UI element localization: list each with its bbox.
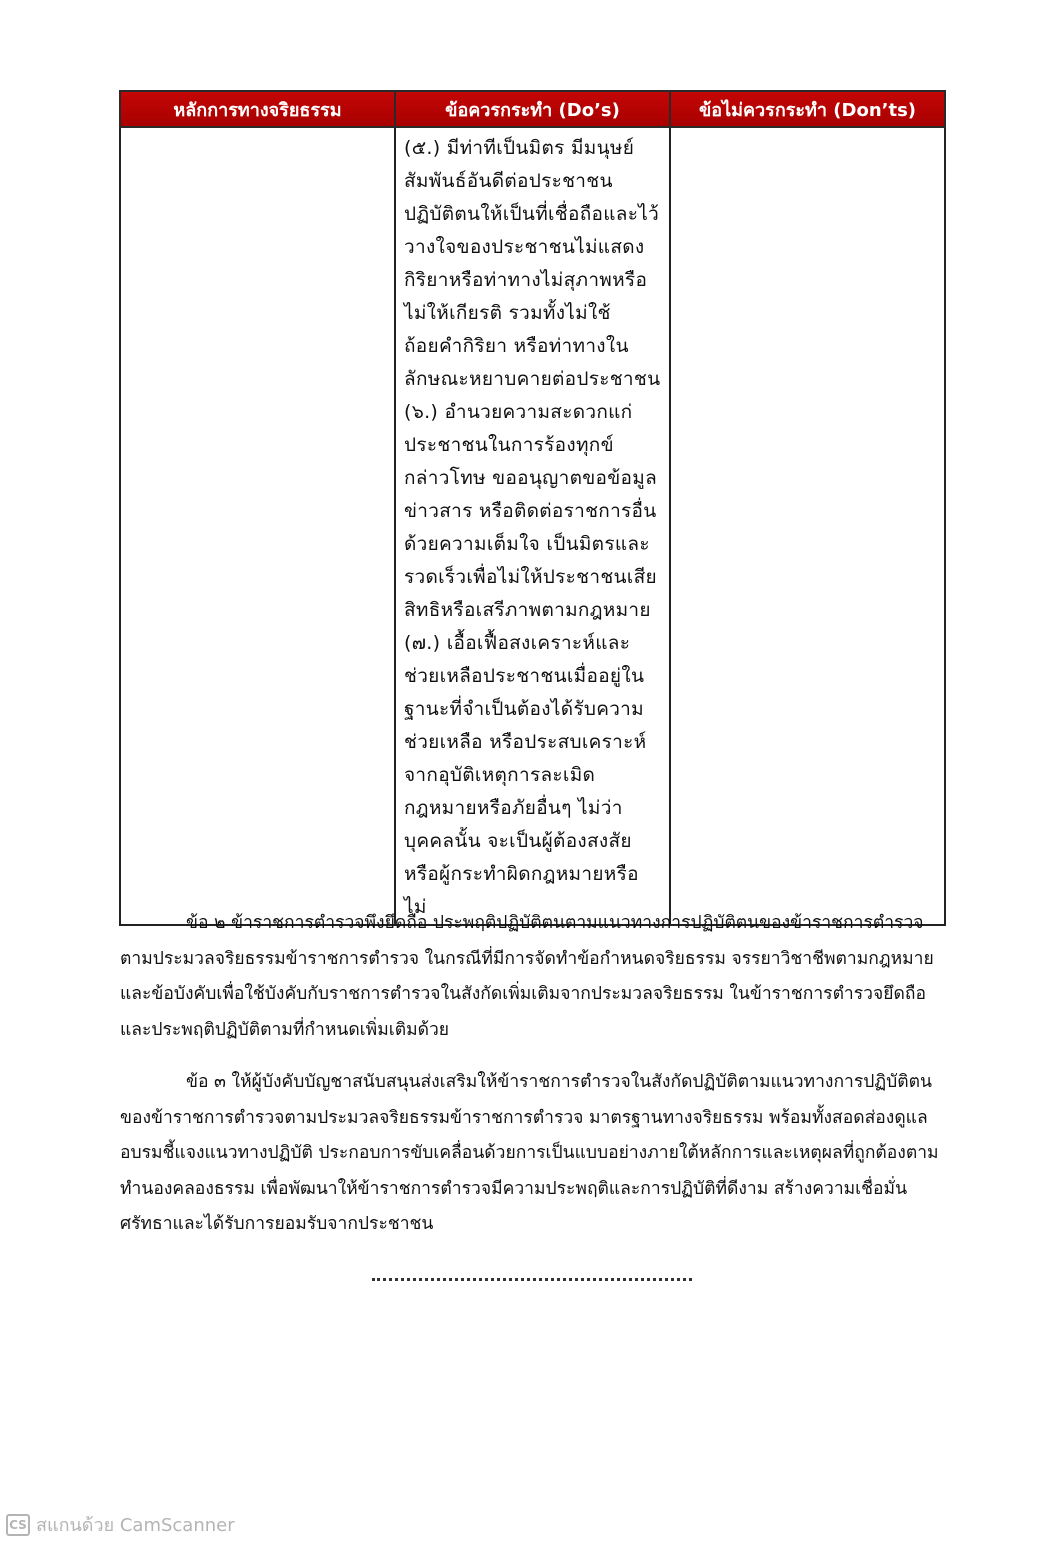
end-of-document-dotted-line	[372, 1266, 692, 1281]
header-principle: หลักการทางจริยธรรม	[120, 91, 395, 127]
clause-3-text: ข้อ ๓ ให้ผู้บังคับบัญชาสนับสนุนส่งเสริมให้ข้าราชการตำรวจในสังกัดปฏิบัติตามแนวทางการปฏิบัติตนของข้าราชการตำรวจตามประมวลจริยธรรมข้าราชการตำรวจ มาตรฐานทางจริยธรรม พร้อมทั้งสอดส่องดูแลอบรมชี้แจงแนวทางปฏิบัติ ประกอบการขับเคลื่อนด้วยการเป็นแบบอย่างภายใต้หลักการและเหตุผลที่ถูกต้องตามทำนองคลองธรรม เพื่อพัฒนาให้ข้าราชการตำรวจมีความประพฤติและการปฏิบัติที่ดีงาม สร้างความเชื่อมั่นศรัทธาและได้รับการยอมรับจากประชาชน	[120, 1072, 939, 1234]
table-row	[120, 127, 945, 925]
donts-cell	[670, 127, 945, 925]
dos-cell	[395, 127, 670, 925]
camscanner-watermark	[6, 1510, 235, 1539]
header-donts: ข้อไม่ควรกระทำ (Don’ts)	[670, 91, 945, 127]
dos-item-6: (๖.) อำนวยความสะดวกแก่ประชาชนในการร้องทุกข์ กล่าวโทษ ขออนุญาตขอข้อมูลข่าวสาร หรือติดต่อราชการอื่นด้วยความเต็มใจ เป็นมิตรและรวดเร็วเพื่อไม่ให้ประชาชนเสียสิทธิหรือเสรีภาพตามกฎหมาย	[404, 401, 658, 621]
clause-2-text: ข้อ ๒ ข้าราชการตำรวจพึงยึดถือ ประพฤติปฏิบัติตนตามแนวทางการปฏิบัติตนของข้าราชการตำรวจตามประมวลจริยธรรมข้าราชการตำรวจ ในกรณีที่มีการจัดทำข้อกำหนดจริยธรรม จรรยาวิชาชีพตามกฎหมายและข้อบังคับเพื่อใช้บังคับกับราชการตำรวจในสังกัดเพิ่มเติมจากประมวลจริยธรรม ในข้าราชการตำรวจยึดถือและประพฤติปฏิบัติตามที่กำหนดเพิ่มเติมด้วย	[120, 913, 934, 1040]
camscanner-logo-icon: CS	[6, 1514, 30, 1536]
dos-item-5: (๕.) มีท่าทีเป็นมิตร มีมนุษย์สัมพันธ์อันดีต่อประชาชน ปฏิบัติตนให้เป็นที่เชื่อถือและไว้วางใจของประชาชนไม่แสดงกิริยาหรือท่าทางไม่สุภาพหรือไม่ให้เกียรติ รวมทั้งไม่ใช้ถ้อยคำกิริยา หรือท่าทางในลักษณะหยาบคายต่อประชาชน	[404, 137, 661, 390]
clause-3-paragraph	[120, 1065, 942, 1243]
clause-2-paragraph	[120, 906, 942, 1048]
ethics-table	[119, 90, 946, 926]
header-dos: ข้อควรกระทำ (Do’s)	[395, 91, 670, 127]
dos-item-7: (๗.) เอื้อเฟื้อสงเคราะห์และช่วยเหลือประชาชนเมื่ออยู่ในฐานะที่จำเป็นต้องได้รับความช่วยเหลือ หรือประสบเคราะห์จากอุบัติเหตุการละเมิดกฎหมายหรือภัยอื่นๆ ไม่ว่าบุคคลนั้น จะเป็นผู้ต้องสงสัยหรือผู้กระทำผิดกฎหมายหรือไม่	[404, 632, 647, 918]
table-header-row	[120, 91, 945, 127]
watermark-text: สแกนด้วย CamScanner	[36, 1515, 235, 1536]
principle-cell	[120, 127, 395, 925]
